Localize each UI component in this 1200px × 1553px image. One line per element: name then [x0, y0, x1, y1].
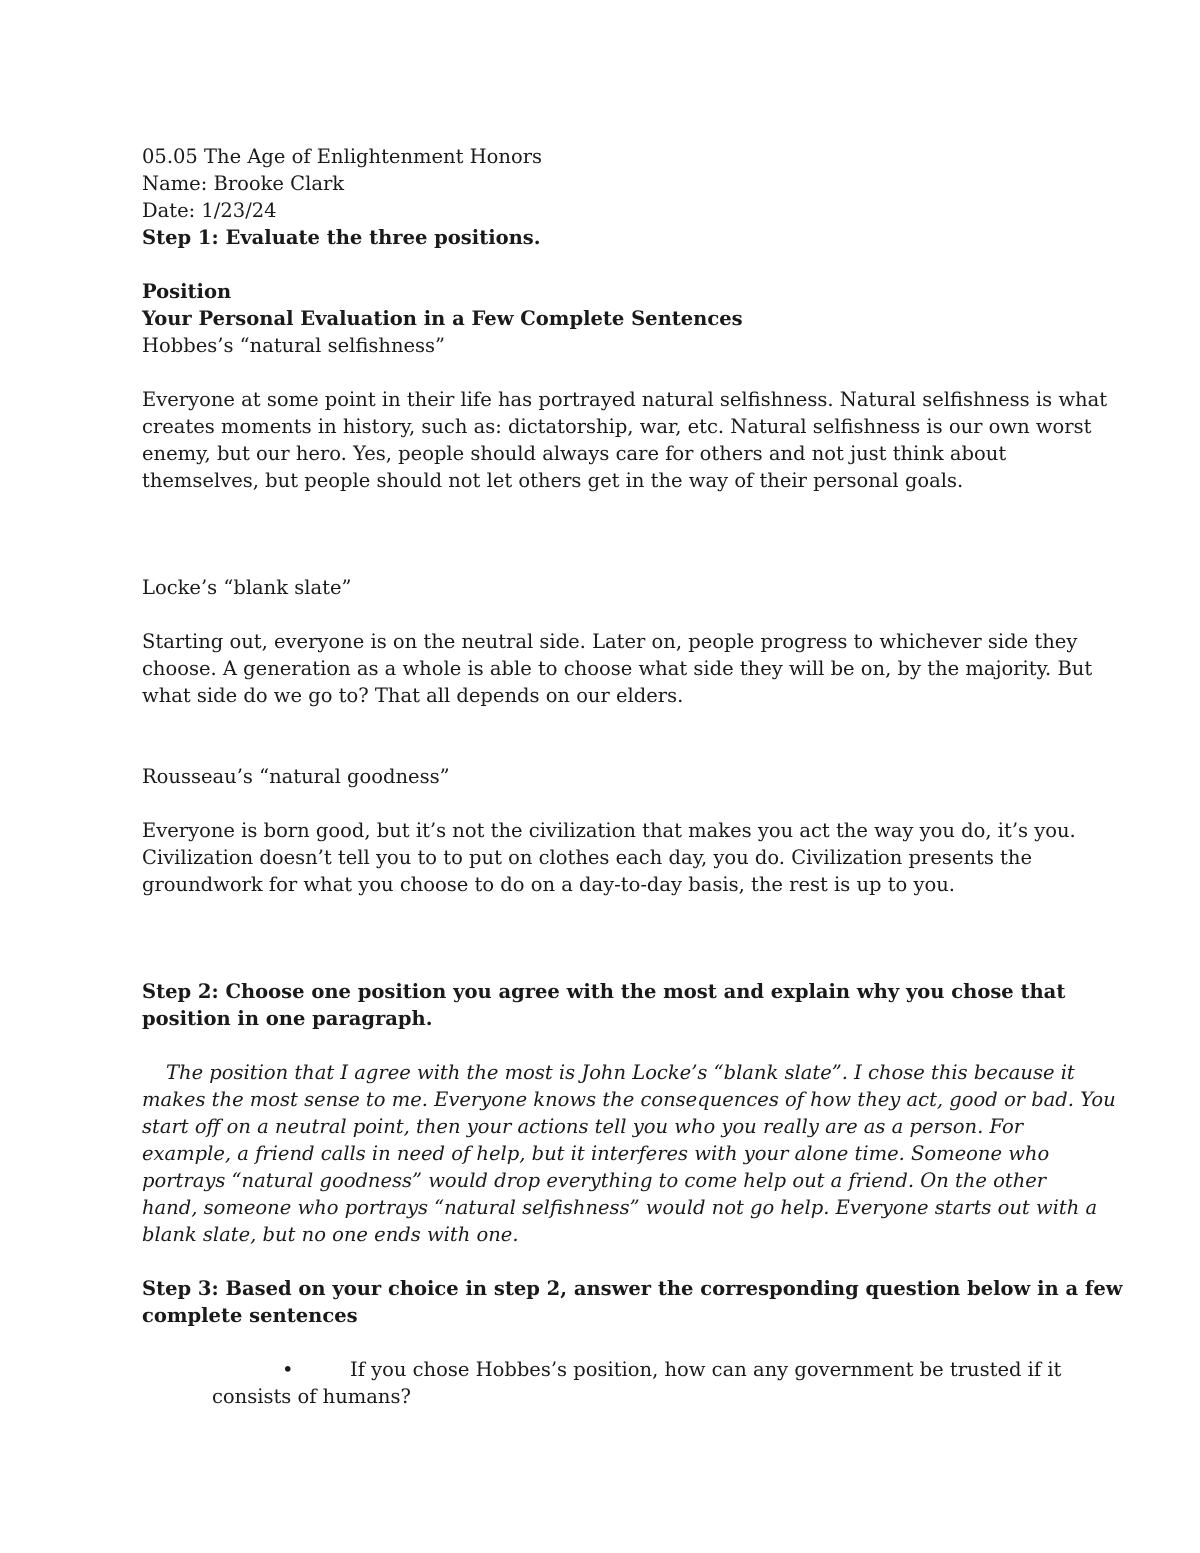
step2-answer-line: makes the most sense to me. Everyone knows the consequences of how they act, good or bad. You: [142, 1088, 1116, 1111]
rousseau-position-label: Rousseau’s “natural goodness”: [142, 765, 450, 788]
step2-answer-line: portrays “natural goodness” would drop everything to come help out a friend. On the other: [142, 1169, 1047, 1192]
spacer: [142, 1032, 1072, 1059]
spacer: [142, 359, 1072, 386]
step2-answer-line: start off on a neutral point, then your actions tell you who you really are as a person. For: [142, 1115, 1024, 1138]
spacer: [142, 790, 1072, 817]
locke-position-label: Locke’s “blank slate”: [142, 576, 352, 599]
step2-heading: [142, 978, 1072, 1032]
hobbes-evaluation-line: themselves, but people should not let others get in the way of their personal goals.: [142, 469, 964, 492]
spacer: [142, 251, 1072, 278]
locke-evaluation-line: choose. A generation as a whole is able to choose what side they will be on, by the majority. But: [142, 657, 1093, 680]
step1-heading: Step 1: Evaluate the three positions.: [142, 226, 541, 249]
hobbes-evaluation: [142, 386, 1108, 494]
step3-bullet-item: [142, 1356, 1072, 1410]
hobbes-position-label: Hobbes’s “natural selfishness”: [142, 334, 446, 357]
hobbes-evaluation-line: enemy, but our hero. Yes, people should always care for others and not just think about: [142, 442, 1007, 465]
step3-heading: [142, 1275, 1123, 1329]
rousseau-evaluation: [142, 817, 1076, 898]
document-page: [142, 143, 1123, 1410]
step2-answer-line: blank slate, but no one ends with one.: [142, 1223, 519, 1246]
student-name: Name: Brooke Clark: [142, 172, 345, 195]
locke-evaluation: [142, 628, 1093, 709]
assignment-date: Date: 1/23/24: [142, 199, 277, 222]
step3-bullet-line: consists of humans?: [212, 1385, 411, 1408]
position-column-header: Position: [142, 280, 232, 303]
bullet-icon: •: [282, 1358, 294, 1381]
step2-answer-line: example, a friend calls in need of help, but it interferes with your alone time. Someone who: [142, 1142, 1050, 1165]
course-title: 05.05 The Age of Enlightenment Honors: [142, 145, 543, 168]
step2-answer-line: The position that I agree with the most is John Locke’s “blank slate”. I chose this because it: [166, 1061, 1075, 1084]
locke-evaluation-line: Starting out, everyone is on the neutral side. Later on, people progress to whichever side they: [142, 630, 1078, 653]
step3-heading-line: Step 3: Based on your choice in step 2, answer the corresponding question below in a few: [142, 1277, 1123, 1300]
step2-answer-line: hand, someone who portrays “natural selfishness” would not go help. Everyone starts out with a: [142, 1196, 1098, 1219]
evaluation-column-header: Your Personal Evaluation in a Few Complete Sentences: [142, 307, 743, 330]
spacer: [142, 898, 1072, 978]
spacer: [142, 601, 1072, 628]
step3-heading-line: complete sentences: [142, 1304, 358, 1327]
hobbes-evaluation-line: creates moments in history, such as: dictatorship, war, etc. Natural selfishness is our own worst: [142, 415, 1092, 438]
hobbes-evaluation-line: Everyone at some point in their life has portrayed natural selfishness. Natural selfishness is what: [142, 388, 1108, 411]
step2-answer: [142, 1059, 1116, 1248]
step3-bullet-text: If you chose Hobbes’s position, how can any government be trusted if it: [350, 1358, 1062, 1381]
spacer: [142, 709, 1072, 763]
rousseau-evaluation-line: Everyone is born good, but it’s not the civilization that makes you act the way you do, it’s you.: [142, 819, 1076, 842]
rousseau-evaluation-line: Civilization doesn’t tell you to to put on clothes each day, you do. Civilization presents the: [142, 846, 1032, 869]
rousseau-evaluation-line: groundwork for what you choose to do on a day-to-day basis, the rest is up to you.: [142, 873, 956, 896]
spacer: [142, 1248, 1072, 1275]
step2-heading-line: position in one paragraph.: [142, 1007, 433, 1030]
step3-bullet-line: [142, 1356, 1072, 1383]
spacer: [142, 1329, 1072, 1356]
step2-heading-line: Step 2: Choose one position you agree with the most and explain why you chose that: [142, 980, 1066, 1003]
spacer: [142, 494, 1072, 574]
locke-evaluation-line: what side do we go to? That all depends on our elders.: [142, 684, 684, 707]
